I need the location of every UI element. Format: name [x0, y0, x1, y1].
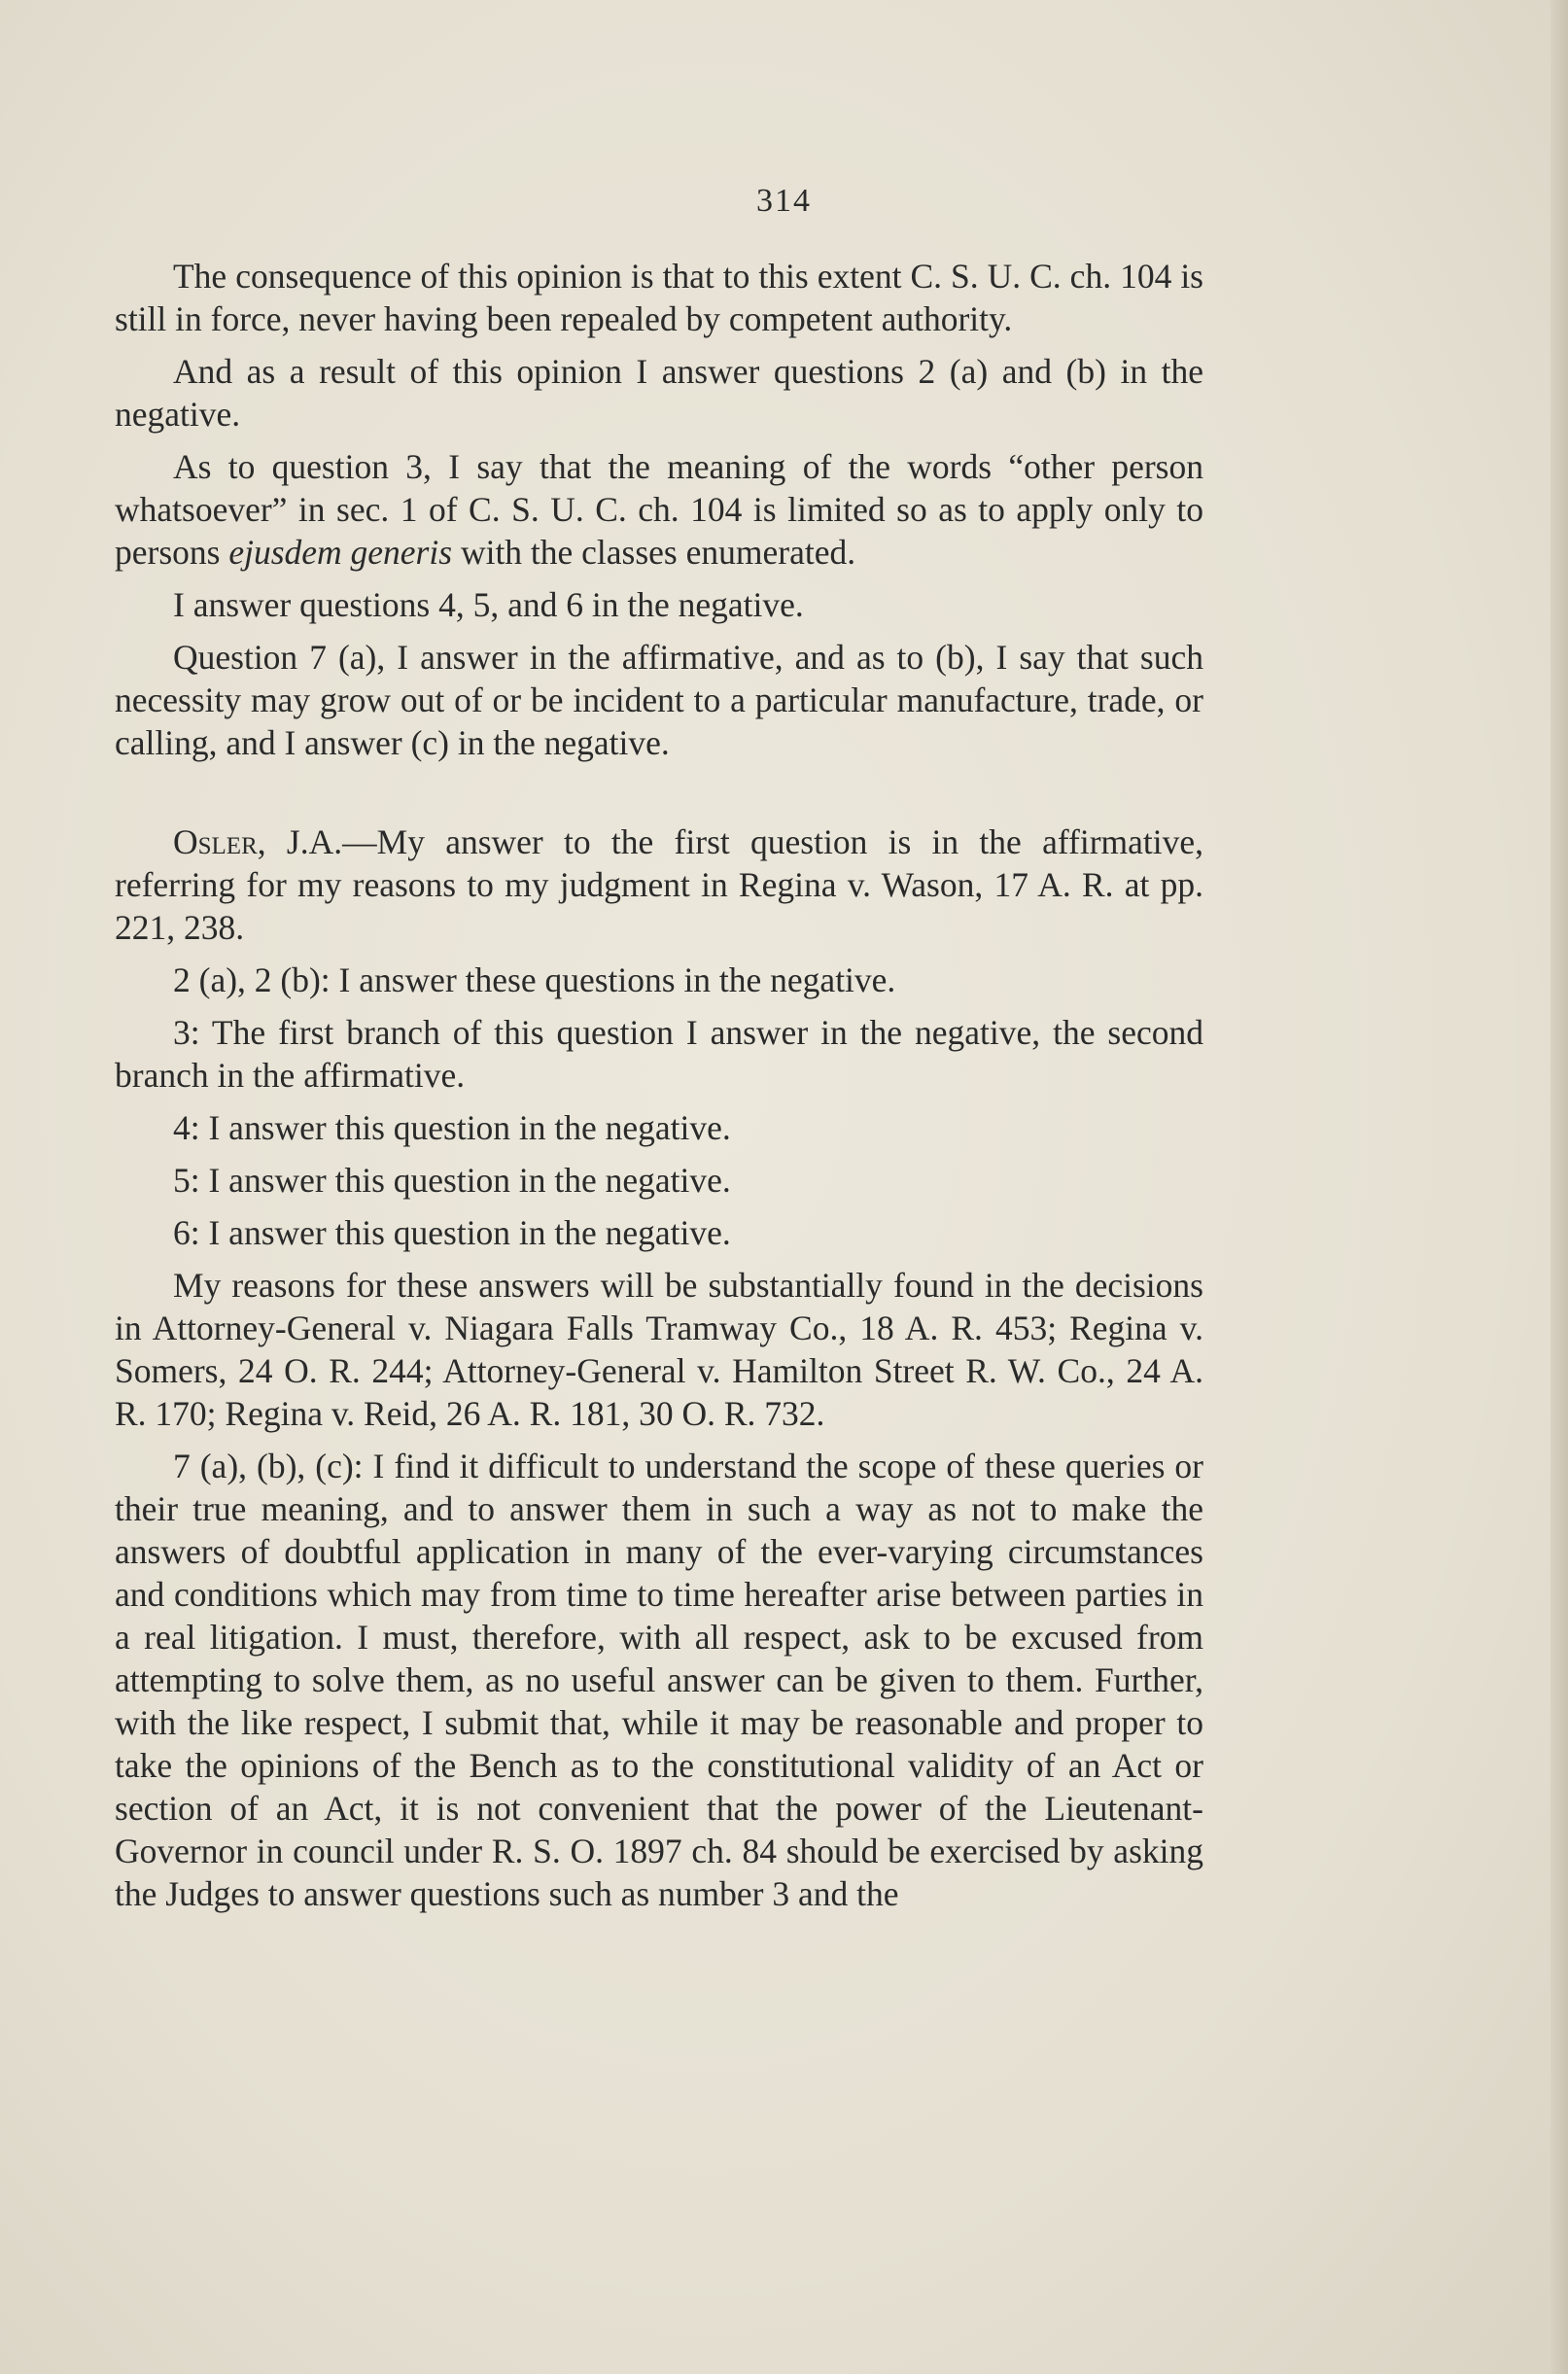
paragraph-answer-5: 5: I answer this question in the negative. [173, 1161, 731, 1200]
latin-phrase: ejusdem generis [228, 533, 453, 572]
page-body [115, 255, 1203, 1925]
judge-name: Osler, J.A. [173, 822, 343, 861]
paragraph-answer-4: 4: I answer this question in the negative. [173, 1108, 731, 1147]
page-number: 314 [756, 183, 812, 219]
paragraph-consequence: The consequence of this opinion is that to this extent C. S. U. C. ch. 104 is still in force, never having been repealed by competent authority. [115, 257, 1203, 338]
paragraph-text: with the classes enumerated. [452, 533, 856, 572]
paragraph-answer-q2: And as a result of this opinion I answer questions 2 (a) and (b) in the negative. [115, 352, 1203, 434]
paragraph-answer-7: 7 (a), (b), (c): I find it difficult to understand the scope of these queries or their true meaning, and to answer them in such a way as not to make the answers of doubtful application in many of the ever-varying circumstances and conditions which may from time to time hereafter arise between parties in a real litigation. I must, therefore, with all respect, ask to be excused from attempting to solve them, as no useful answer can be given to them. Further, with the like respect, I submit that, while it may be reasonable and proper to take the opinions of the Bench as to the constitutional validity of an Act or section of an Act, it is not convenient that the power of the Lieutenant-Governor in council under R. S. O. 1897 ch. 84 should be exercised by asking the Judges to answer questions such as number 3 and the [115, 1447, 1203, 1913]
paragraph-reasons: My reasons for these answers will be substantially found in the decisions in Attorney-General v. Niagara Falls Tramway Co., 18 A. R. 453; Regina v. Somers, 24 O. R. 244; Attorney-General v. Hamilton Street R. W. Co., 24 A. R. 170; Regina v. Reid, 26 A. R. 181, 30 O. R. 732. [115, 1266, 1203, 1433]
page-edge [1551, 0, 1568, 2374]
paragraph-answer-q3 [115, 445, 1203, 574]
paragraph-answer-q7: Question 7 (a), I answer in the affirmative, and as to (b), I say that such necessity may grow out of or be incident to a particular manufacture, trade, or calling, and I answer (c) in the negative. [115, 638, 1203, 762]
paragraph-osler-opinion [115, 820, 1203, 949]
paragraph-answer-q4-6: I answer questions 4, 5, and 6 in the negative. [173, 585, 804, 624]
paragraph-text: —My answer to the first question is in the affirmative, referring for my reasons to my judgment in Regina v. Wason, 17 A. R. at pp. 221, 238. [115, 822, 1203, 947]
paragraph-answer-2: 2 (a), 2 (b): I answer these questions in the negative. [173, 960, 896, 999]
paragraph-answer-6: 6: I answer this question in the negative. [173, 1213, 731, 1252]
section-gap [115, 774, 1203, 820]
paragraph-answer-3: 3: The first branch of this question I answer in the negative, the second branch in the affirmative. [115, 1013, 1203, 1095]
paragraph-text: As to question 3, I say that the meaning of the words “other person whatsoever” in sec. 1 of C. S. U. C. ch. 104 is limited so as to apply only to persons [115, 447, 1203, 572]
